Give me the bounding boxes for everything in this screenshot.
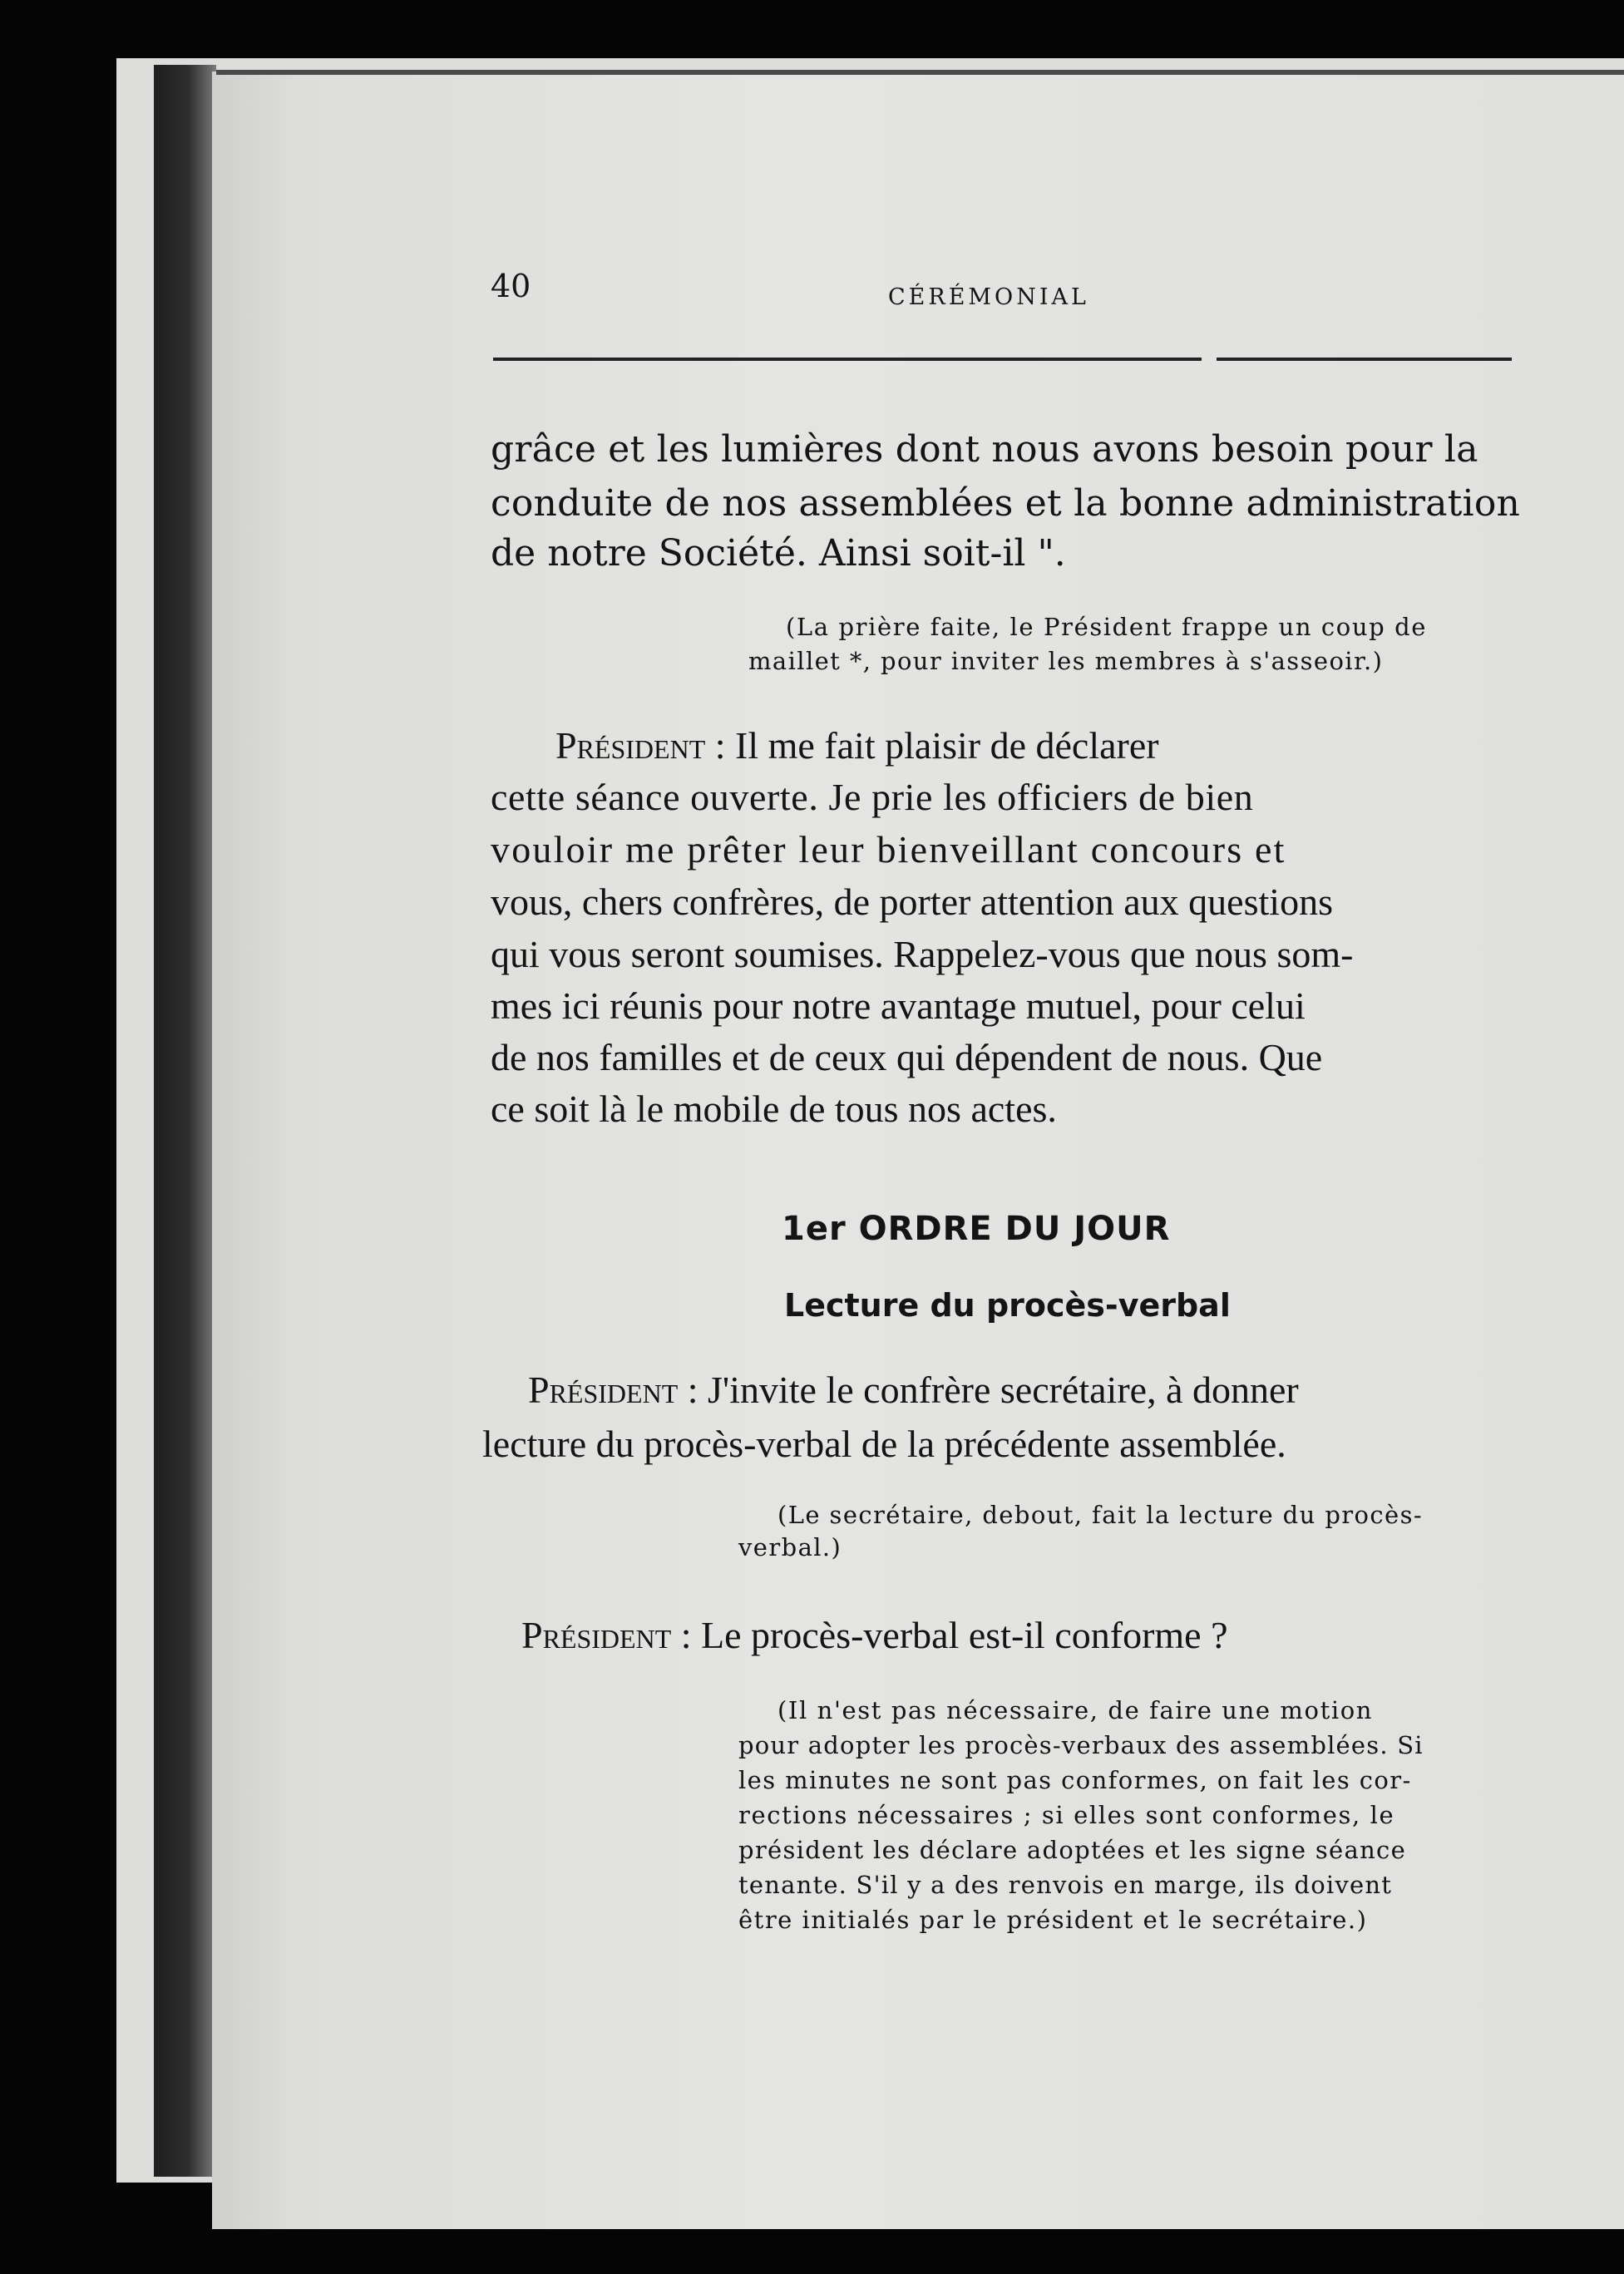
section-subtitle: Lecture du procès-verbal: [784, 1287, 1231, 1324]
note2-line-2: verbal.): [738, 1533, 842, 1561]
speech2-line-1: [528, 1368, 1299, 1412]
speech1-line-5: qui vous seront soumises. Rappelez-vous que nous som-: [491, 933, 1354, 975]
speech1-line-8: ce soit là le mobile de tous nos actes.: [491, 1088, 1057, 1130]
page-number: 40: [491, 268, 531, 304]
note3-line-2: pour adopter les procès-verbaux des assemblées. Si: [738, 1731, 1424, 1759]
speech1-speaker: Président: [555, 724, 706, 767]
note3-line-1: (Il n'est pas nécessaire, de faire une motion: [777, 1696, 1374, 1724]
speech3-speaker: Président: [521, 1614, 672, 1656]
note3-line-3: les minutes ne sont pas conformes, on fait les cor-: [738, 1766, 1412, 1794]
speech1-line-2: cette séance ouverte. Je prie les officiers de bien: [491, 776, 1254, 818]
header-rule-gap: [1202, 356, 1217, 363]
note2-line-1: (Le secrétaire, debout, fait la lecture du procès-: [777, 1501, 1424, 1529]
note3-line-4: rections nécessaires ; si elles sont conformes, le: [738, 1801, 1395, 1829]
block1-line-1: grâce et les lumières dont nous avons besoin pour la: [491, 428, 1478, 471]
speech1-line-4: vous, chers confrères, de porter attention aux questions: [491, 880, 1333, 923]
note3-line-6: tenante. S'il y a des renvois en marge, ils doivent: [738, 1871, 1393, 1899]
note3-line-7: être initialés par le président et le secrétaire.): [738, 1906, 1368, 1934]
section-title: 1er ORDRE DU JOUR: [782, 1210, 1171, 1248]
running-head: CÉRÉMONIAL: [888, 284, 1089, 310]
speech2-line-2: lecture du procès-verbal de la précédente assemblée.: [482, 1423, 1286, 1465]
speech3-line-1: [521, 1613, 1228, 1657]
note1-line-2: maillet *, pour inviter les membres à s'asseoir.): [748, 647, 1384, 675]
speech1-line-6: mes ici réunis pour notre avantage mutuel, pour celui: [491, 984, 1306, 1027]
speech1-line-3: vouloir me prêter leur bienveillant concours et: [491, 828, 1286, 871]
page-top-edge: [216, 70, 1624, 75]
block1-line-3: de notre Société. Ainsi soit-il ".: [491, 532, 1066, 575]
speech2-speaker: Président: [528, 1369, 679, 1411]
speech1-line-1: [555, 723, 1159, 767]
speech2-line-1-text: : J'invite le confrère secrétaire, à donner: [678, 1369, 1299, 1411]
header-rule: [493, 358, 1512, 361]
speech1-line-1-text: : Il me fait plaisir de déclarer: [705, 724, 1159, 767]
block1-line-2: conduite de nos assemblées et la bonne administration: [491, 482, 1521, 525]
speech3-line-1-text: : Le procès-verbal est-il conforme ?: [671, 1614, 1228, 1656]
note3-line-5: président les déclare adoptées et les signe séance: [738, 1836, 1407, 1864]
speech1-line-7: de nos familles et de ceux qui dépendent de nous. Que: [491, 1036, 1323, 1078]
binding-shadow: [154, 65, 216, 2177]
note1-line-1: (La prière faite, le Président frappe un coup de: [786, 613, 1428, 641]
